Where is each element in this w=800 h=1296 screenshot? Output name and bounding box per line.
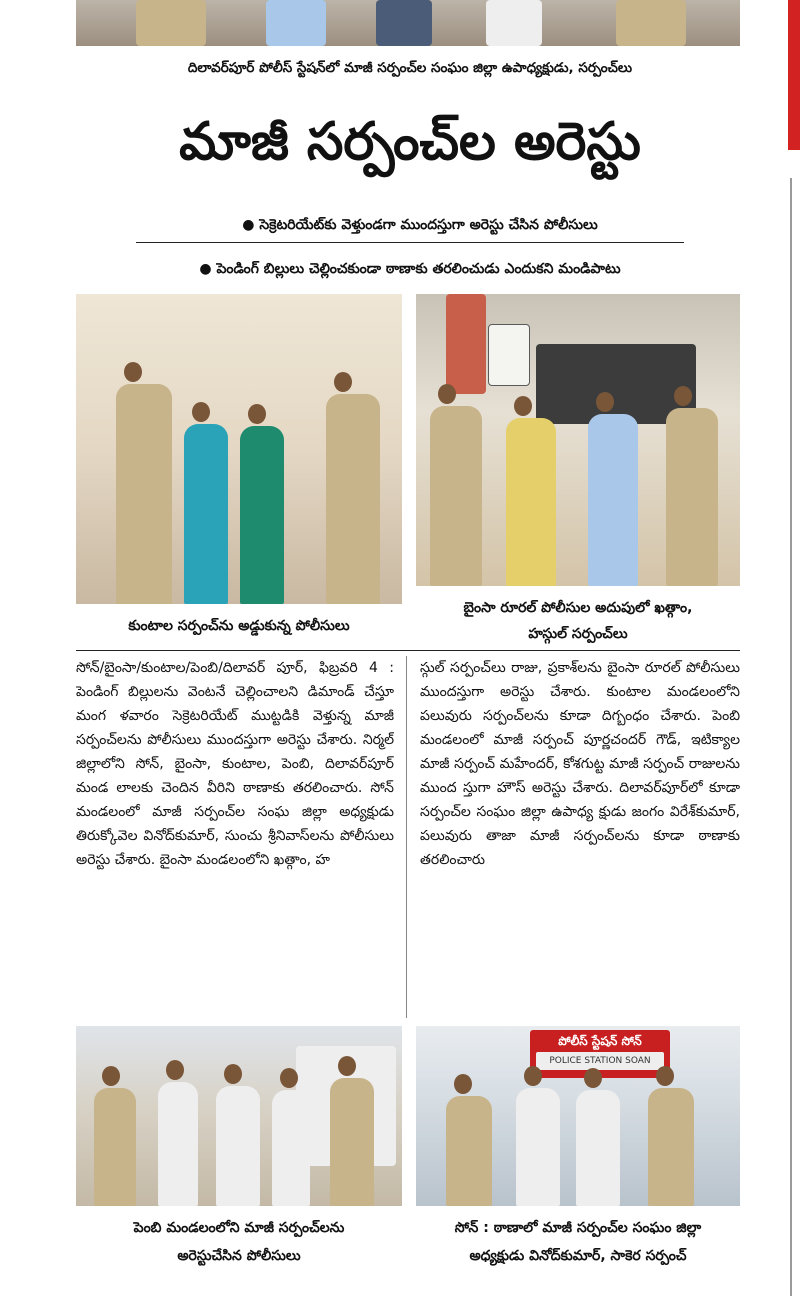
photo-bhainsa	[416, 294, 740, 586]
subhead-1: ● సెక్రెటరియేట్‌కు వెళ్తుండగా ముందస్తుగా అరెస్టు చేసిన పోలీసులు	[242, 217, 598, 233]
subhead-2: ● పెండింగ్ బిల్లులు చెల్లించకుండా ఠాణాకు తరలించుడు ఎందుకని మండిపాటు	[199, 261, 621, 277]
subhead-rule	[136, 242, 684, 243]
top-photo-caption: దిలావర్‌పూర్ పోలీస్ స్టేషన్‌లో మాజీ సర్పంచ్‌ల సంఘం జిల్లా ఉపాధ్యక్షుడు, సర్పంచ్‌లు	[187, 60, 633, 76]
headline: మాజీ సర్పంచ్‌ల అరెస్టు	[179, 112, 641, 172]
article-column-2: స్గుల్ సర్పంచ్‌లు రాజు, ప్రకాశ్‌లను బైంసా రూరల్ పోలీసులు ముందస్తుగా అరెస్టు చేశారు. కుంటాల మండలంలోని పలువురు సర్పంచ్‌లను కూడా దిగ్బంధం చేశారు. పెంబి మండలంలో మాజీ సర్పంచ్ పూర్ణచందర్ గౌడ్, ఇటిక్యాల మాజీ సర్పంచ్ మహేందర్, కోశగుట్ట మాజీ సర్పంచ్ రాజులను ముంద స్తుగా హౌస్ అరెస్టు చేశారు. దిలావర్‌పూర్‌లో కూడా సర్పంచ్‌ల సంఘం జిల్లా ఉపాధ్య క్షుడు జంగం విరేశ్‌కుమార్, పలువురు తాజా మాజీ సర్పంచ్‌లను కూడా ఠాణాకు తరలించారు	[420, 660, 740, 868]
top-photo	[76, 0, 740, 46]
caption-kuntala: కుంటాల సర్పంచ్‌ను అడ్డుకున్న పోలీసులు	[128, 618, 350, 634]
article-column-1: సోన్/బైంసా/కుంటాల/పెంబి/దిలావర్ పూర్, ఫిబ్రవరి 4 : పెండింగ్ బిల్లులను వెంటనే చెల్లించాలని డిమాండ్ చేస్తూ మంగ ళవారం సెక్రెటరియేట్ ముట్టడికి వెళ్తున్న మాజీ సర్పంచ్‌లను పోలీసులు ముందస్తుగా అరెస్టు చేశారు. నిర్మల్ జిల్లాలోని సోన్, బైంసా, కుంటాల, పెంబి, దిలావర్‌పూర్ మండ లాలకు చెందిన వీరిని ఠాణాకు తరలించారు. సోన్ మండలంలో మాజీ సర్పంచ్‌ల సంఘ జిల్లా అధ్యక్షుడు తిరుక్కోవెల వినోద్‌కుమార్, సుంచు శ్రీనివాస్‌లను పోలీసులు అరెస్టు చేశారు. బైంసా మండలంలోని ఖత్గాం, హ	[76, 660, 394, 868]
photo-kuntala	[76, 294, 402, 604]
caption-sone-1: సోన్ : ఠాణాలో మాజీ సర్పంచ్‌ల సంఘం జిల్లా	[454, 1220, 702, 1236]
right-column-rule	[790, 178, 792, 1296]
rule-under-photos	[76, 650, 740, 651]
photo-pembi	[76, 1026, 402, 1206]
caption-bhainsa-2: హస్గుల్ సర్పంచ్‌లు	[528, 626, 628, 642]
photo-sone	[416, 1026, 740, 1206]
column-divider	[406, 656, 407, 1018]
police-station-sign: పోలీస్ స్టేషన్ సోన్ POLICE STATION SOAN	[530, 1030, 670, 1078]
bullet-icon: ●	[242, 217, 260, 233]
red-accent-bar	[788, 0, 800, 150]
caption-bhainsa-1: బైంసా రూరల్ పోలీసుల అదుపులో ఖత్గాం,	[463, 600, 693, 616]
bullet-icon: ●	[199, 261, 217, 277]
station-notice-board	[488, 324, 530, 386]
caption-pembi-1: పెంబి మండలంలోని మాజీ సర్పంచ్‌లను	[133, 1220, 345, 1236]
caption-sone-2: అధ్యక్షుడు వినోద్‌కుమార్, సాకెర సర్పంచ్	[469, 1248, 687, 1264]
caption-pembi-2: అరెస్టుచేసిన పోలీసులు	[177, 1248, 301, 1264]
